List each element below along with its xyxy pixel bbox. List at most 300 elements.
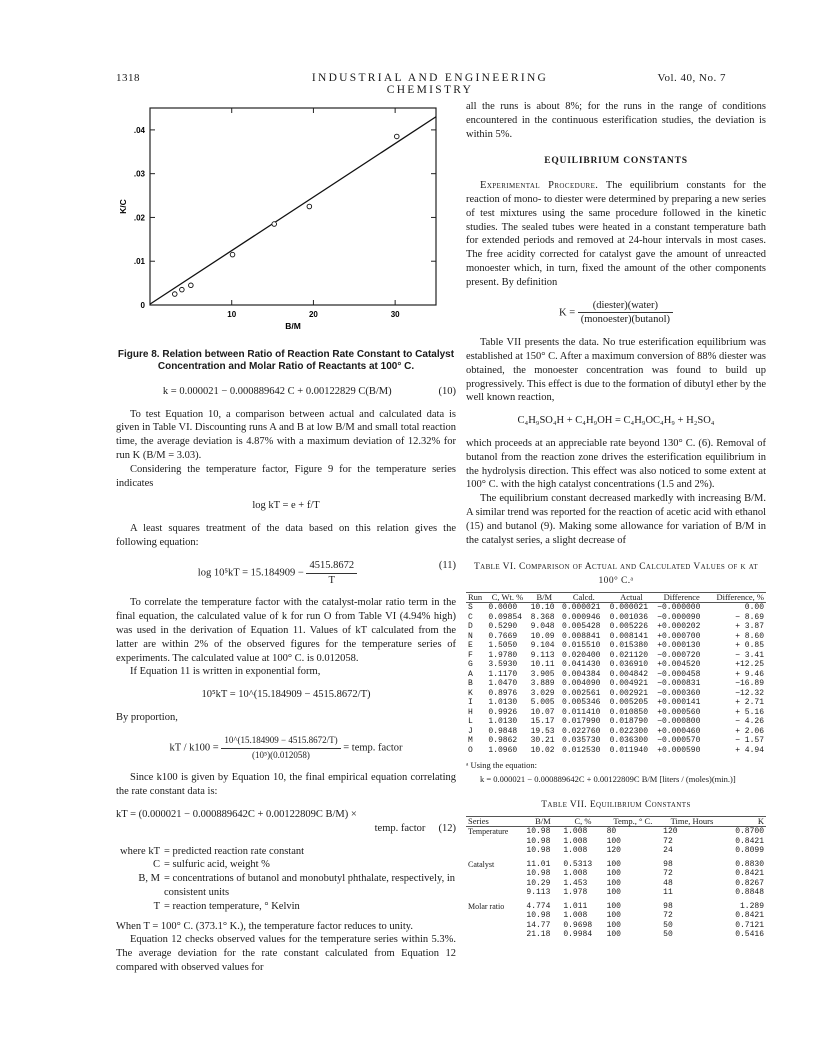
variable-definition-row [116,900,456,914]
table-cell: 4.774 [526,901,551,911]
table-cell: −0.000720 [657,650,701,660]
table-cell: 9.113 [526,888,551,898]
table-cell: 0.7669 [488,631,518,641]
equation-k-numerator: (diester)(water) [578,299,673,314]
table-cell: 0.018790 [609,717,649,727]
table-cell: 0.015380 [609,641,649,651]
paragraph-proportion: By proportion, [116,711,178,723]
table-row [466,921,766,931]
table-cell: +0.000560 [657,707,701,717]
table-cell: 1.0470 [488,679,518,689]
paragraph-unity: When T = 100° C. (373.1° K.), the temperature factor reduces to unity. [116,920,413,932]
table-cell: 0.036300 [609,736,649,746]
volume-issue: Vol. 40, No. 7 [657,72,726,84]
table-cell: 120 [606,846,621,856]
table-row [466,888,766,900]
table-header-cell: B/M [536,591,553,602]
table-cell: I [468,698,473,708]
variable-definition-row [116,845,456,859]
table-vi-body [466,603,766,756]
table-cell: +0.000590 [657,745,701,755]
table-cell: 50 [663,930,673,940]
table-cell: M [468,736,473,746]
table-row [466,846,766,858]
table-cell: 9.104 [530,641,555,651]
table-cell: G [468,660,473,670]
left-column [116,100,456,975]
table-cell: −12.32 [735,688,764,698]
table-cell: 10.98 [526,836,551,846]
table-cell: 0.8830 [735,859,764,869]
table-vii [466,799,766,940]
equation-k-fraction [578,299,673,328]
table-cell: 1.0130 [488,717,518,727]
equation-proportion-denominator: (10⁵)(0.012058) [252,749,310,760]
table-cell: Temperature [468,827,509,837]
data-point [272,222,277,227]
table-cell: F [468,650,473,660]
table-cell: 0.8976 [488,688,518,698]
variable-definition-row [116,872,456,900]
table-cell: 0.09854 [488,612,522,622]
table-cell: 0.000946 [562,612,601,622]
y-axis-label: K/C [118,199,128,214]
table-header-cell: Difference, % [716,591,764,602]
table-row [466,622,766,632]
table-cell: 10.98 [526,911,551,921]
table-row [466,746,766,756]
table-cell: E [468,641,473,651]
table-cell: 0.8421 [735,836,764,846]
table-cell: 1.008 [563,869,588,879]
paragraph-continued: all the runs is about 8%; for the runs in the range of conditions encountered in the continuous esterification studies, the deviation is within 5%. [466,101,766,140]
table-row [466,689,766,699]
table-cell: 72 [663,911,673,921]
table-header-cell: Calcd. [572,591,595,602]
table-cell: 3.029 [530,688,555,698]
table-cell: 0.011410 [562,707,601,717]
table-cell: N [468,631,473,641]
table-row [466,827,766,837]
table-cell: +0.000202 [657,622,701,632]
table-cell: 0.004384 [562,669,601,679]
table-cell: 1.008 [563,827,588,837]
table-cell: 1.978 [563,888,588,898]
table-cell: 10.29 [526,878,551,888]
data-point [172,292,177,297]
table-cell: 3.889 [530,679,555,689]
table-cell: Molar ratio [468,901,505,911]
variable-symbol: B, M [138,873,160,885]
table-cell: C [468,612,473,622]
table-cell: + 5.16 [735,707,764,717]
paragraph-final-equation: Since k100 is given by Equation 10, the final empirical equation correlating the rate constant data is: [116,772,456,798]
equation-12-text: kT = (0.000021 − 0.000889642C + 0.00122809C B/M) × [116,808,357,820]
table-cell: 1.008 [563,911,588,921]
table-cell: 1.5050 [488,641,518,651]
table-cell: + 9.46 [735,669,764,679]
table-cell: 0.022760 [562,726,601,736]
table-cell [466,846,524,858]
table-cell: 10.10 [530,603,555,613]
table-cell: 0.015510 [562,641,601,651]
table-cell: 80 [606,827,617,837]
table-vi-footnote [466,759,766,787]
table-cell: S [468,603,473,613]
table-cell: 1.0130 [488,698,518,708]
table-header-cell: Temp., ° C. [613,815,653,826]
table-cell: 0.012530 [562,745,601,755]
table-header-cell: K [757,815,764,826]
section-heading-equilibrium: EQUILIBRIUM CONSTANTS [544,156,688,167]
table-cell: K [468,688,473,698]
table-row [466,930,766,940]
table-vii-body [466,827,766,940]
table-cell: L [468,717,473,727]
table-cell: 0.001036 [609,612,649,622]
table-row [466,717,766,727]
table-cell: 98 [663,859,673,869]
table-header-cell: Time, Hours [670,815,714,826]
table-cell: 0.004921 [609,679,649,689]
table-cell: 0.036910 [609,660,649,670]
equation-10 [116,385,456,399]
table-row [466,837,766,847]
table-row [466,613,766,623]
table-cell: 10.09 [530,631,555,641]
equation-10-number: (10) [438,385,456,397]
table-row [466,708,766,718]
table-cell: 100 [606,878,621,888]
variable-definition: = sulfuric acid, weight % [164,859,270,871]
table-cell: −16.89 [735,679,764,689]
table-cell: 0.035730 [562,736,601,746]
table-row [466,603,766,613]
table-cell: +0.000130 [657,641,701,651]
table-cell: 1.011 [563,901,588,911]
table-cell: 0.005205 [609,698,649,708]
y-tick-label: .03 [133,169,145,179]
paragraph-eq12-checks: Equation 12 checks observed values for the temperature series within 5.3%. The average deviation for the rate constant calculated from Equation 12 compared with observed values for [116,934,456,973]
table-cell: 0.005428 [562,622,601,632]
table-cell: 100 [606,836,621,846]
table-cell: 72 [663,836,673,846]
table-cell: 11 [663,888,673,898]
right-column [466,100,766,940]
table-cell: 48 [663,878,673,888]
table-cell: 100 [606,920,621,930]
table-cell: + 8.60 [735,631,764,641]
table-cell [466,837,524,847]
table-cell: 0.002561 [562,688,601,698]
table-cell: O [468,745,473,755]
table-header-cell: Series [468,815,489,826]
table-cell: 0.7121 [735,920,764,930]
paragraph-reaction-rate: which proceeds at an appreciable rate beyond 130° C. (6). Removal of butanol from the reaction zone drives the esterification equilibrium in the hydrolysis direction. This effect was also noticed to some extent at 100° C. with the high catalyst concentrations (1.5 and 2%). [466,437,766,491]
equation-12-number: (12) [438,822,456,834]
table-row [466,869,766,879]
table-cell: 0.020400 [562,650,601,660]
table-cell [466,930,524,940]
table-cell: 0.004842 [609,669,649,679]
equation-11-denominator: T [328,574,335,586]
table-cell: 100 [606,888,621,898]
table-cell [466,921,524,931]
table-cell: 100 [606,901,621,911]
table-cell: 3.5930 [488,660,518,670]
table-cell: 1.0960 [488,745,518,755]
table-cell: 11.01 [526,859,551,869]
table-cell: + 2.71 [735,698,764,708]
y-tick-label: .02 [133,213,145,223]
table-cell: 50 [663,920,673,930]
table-cell: 0.9848 [488,726,518,736]
table-cell: 0.9862 [488,736,518,746]
table-cell [466,888,524,900]
footnote-label: ᵃ Using the equation: [466,760,538,771]
table-cell: 100 [606,911,621,921]
table-row [466,879,766,889]
table-vii-grid [466,816,766,940]
paragraph-experimental-text: The equilibrium constants for the reaction of mono- to diester were determined by preparing a new series of test mixtures using the same procedure followed in the kinetic studies. The sealed tubes were heated in a constant temperature bath for extended periods and removed at 24-hour intervals in most cases. The free acidity corrected for catalyst gave the amount of unreacted monoester which, in turn, fixed the amount of the other components present. By definition [466,180,766,288]
table-header-cell: C, Wt. % [491,591,524,602]
table-cell: 100 [606,930,621,940]
y-tick-label: .01 [133,257,145,267]
journal-title: INDUSTRIAL AND ENGINEERING CHEMISTRY [311,72,549,96]
equation-proportion-left: kT / k100 = [169,742,219,754]
table-cell: − 1.57 [735,736,764,746]
equation-11-left: log 10⁵kT = 15.184909 − [197,567,304,579]
table-cell: 1.289 [739,901,764,911]
equation-11 [116,559,456,588]
table-row [466,632,766,642]
table-cell: 0.5416 [735,930,764,940]
equation-proportion-right: = temp. factor [343,742,403,754]
data-point [230,252,235,257]
table-cell: 1.1170 [488,669,518,679]
table-row [466,651,766,661]
variable-symbol: T [153,900,160,912]
table-header-cell: Difference [663,591,700,602]
table-cell: 0.008141 [609,631,649,641]
table-cell: +0.000700 [657,631,701,641]
table-cell: Catalyst [468,859,495,869]
table-cell: −0.000000 [657,603,701,613]
equation-exponential: 10⁵kT = 10^(15.184909 − 4515.8672/T) [201,689,371,701]
table-cell: 10.11 [530,660,555,670]
equation-11-number: (11) [438,559,456,571]
variable-definition: = concentrations of butanol and monobutyl phthalate, respectively, in consistent units [164,873,455,898]
equation-k-left: K = [559,307,576,319]
table-cell: +0.000460 [657,726,701,736]
table-cell: 100 [606,859,621,869]
table-cell: 1.453 [563,878,588,888]
table-row [466,698,766,708]
table-cell: 21.18 [526,930,551,940]
equation-12 [116,808,456,836]
run-in-heading: Experimental Procedure. [480,180,599,192]
table-vi-title: Table VI. Comparison of Actual and Calculated Values of k at 100° C.ᵃ [473,562,759,587]
table-row [466,641,766,651]
table-cell: H [468,707,473,717]
table-cell: −0.000800 [657,717,701,727]
table-cell: −0.000570 [657,736,701,746]
x-tick-label: 30 [390,310,400,319]
table-cell: 120 [663,827,678,837]
equation-log-kt: log kT = e + f/T [252,500,320,512]
equation-10-text: k = 0.000021 − 0.000889642 C + 0.00122829 C(B/M) [162,385,392,397]
paragraph-exponential: If Equation 11 is written in exponential form, [130,666,321,678]
equation-proportion [116,734,456,763]
table-cell: 1.008 [563,846,588,856]
table-cell: 0.017990 [562,717,601,727]
figure-8-caption: Figure 8. Relation between Ratio of Reaction Rate Constant to Catalyst Concentration and Molar Ratio of Reactants at 100° C. [117,348,455,372]
table-cell: 0.005226 [609,622,649,632]
equation-11-fraction [306,559,357,588]
table-cell: 0.9698 [563,920,593,930]
table-cell: 10.98 [526,846,551,856]
table-cell: + 2.06 [735,726,764,736]
table-cell: −0.000090 [657,612,701,622]
table-cell: + 0.85 [735,641,764,651]
equation-k-denominator: (monoester)(butanol) [580,314,670,326]
footnote-equation: k = 0.000021 − 0.000889642C + 0.00122809C B/M [liters / (moles)(min.)] [480,774,736,785]
table-cell: +12.25 [735,660,764,670]
table-cell: 19.53 [530,726,555,736]
page-number: 1318 [116,72,140,84]
table-cell: 0.8267 [735,878,764,888]
equation-reaction: C₄H₉SO₄H + C₄H₉OH = C₄H₉OC₄H₉ + H₂SO₄ [517,415,715,427]
table-cell: + 4.94 [735,745,764,755]
table-row [466,670,766,680]
table-cell: 72 [663,869,673,879]
table-cell: 0.9926 [488,707,518,717]
table-row [466,858,766,870]
y-tick-label: .04 [133,125,145,135]
table-cell: −0.000458 [657,669,701,679]
paragraph-equilibrium-decrease: The equilibrium constant decreased markedly with increasing B/M. A similar trend was reported for the reaction of acetic acid with ethanol (15) and butanol (9). Making some allowance for variation of B/M in the catalyst series, a slight decrease of [466,493,766,546]
table-cell: 0.004090 [562,679,601,689]
table-header-cell: Actual [620,591,643,602]
fit-line [150,117,436,304]
table-cell: 0.9984 [563,930,593,940]
table-row [466,911,766,921]
table-cell: 0.022300 [609,726,649,736]
table-cell: 0.021120 [609,650,649,660]
table-cell: + 3.87 [735,622,764,632]
table-cell: 0.8099 [735,846,764,856]
table-cell: 0.010850 [609,707,649,717]
table-cell: 30.21 [530,736,555,746]
data-point [180,287,185,292]
table-cell: 0.5313 [563,859,593,869]
table-row [466,679,766,689]
table-cell: B [468,679,473,689]
table-row [466,660,766,670]
figure-8-chart [116,100,456,340]
equation-11-numerator: 4515.8672 [306,559,357,574]
x-axis-label: B/M [285,321,301,331]
table-cell: 98 [663,901,673,911]
table-cell: 0.8421 [735,869,764,879]
table-cell: 0.5290 [488,622,518,632]
paragraph-experimental-procedure [466,179,766,289]
table-header-cell: B/M [535,815,551,826]
equation-12-tail: temp. factor [374,822,426,834]
table-cell: 0.00 [744,603,764,613]
variable-definition-row [116,858,456,872]
table-cell: 0.008841 [562,631,601,641]
table-cell: 14.77 [526,920,551,930]
table-cell: 0.000021 [562,603,601,613]
table-cell: 0.002921 [609,688,649,698]
table-cell: 0.8848 [735,888,764,898]
equation-proportion-fraction [221,734,340,763]
table-vi-header-row [466,592,766,603]
origin-label: 0 [140,301,145,310]
paragraph-test-eq10: To test Equation 10, a comparison between actual and calculated data is given in Table VI. Discounting runs A and B at low B/M and small total reaction time, the average deviation is 4.87% with a maximum deviation of 12.32% for run K (B/M = 3.03). [116,408,456,461]
table-cell: 15.17 [530,717,555,727]
table-cell: 1.9780 [488,650,518,660]
variable-symbol: C [152,859,160,871]
table-cell [466,911,524,921]
table-cell: 0.041430 [562,660,601,670]
table-header-cell: Run [468,591,483,602]
variable-definitions [116,845,456,914]
table-cell: −0.000360 [657,688,701,698]
table-cell: 0.005346 [562,698,601,708]
table-cell: − 8.69 [735,612,764,622]
table-cell: 0.0000 [488,603,518,613]
data-point [394,134,399,139]
equation-k-definition [466,299,766,328]
x-tick-label: 10 [227,310,237,319]
table-vii-title: Table VII. Equilibrium Constants [541,800,691,810]
table-cell: 0.000021 [609,603,649,613]
paragraph-temperature-factor: Considering the temperature factor, Figure 9 for the temperature series indicates [116,463,456,489]
table-cell: 0.8700 [735,827,764,837]
table-cell: 1.008 [563,836,588,846]
table-cell: 0.011940 [609,745,649,755]
table-vi [466,561,766,787]
table-cell: J [468,726,473,736]
table-cell: 8.368 [530,612,555,622]
table-cell: 10.02 [530,745,555,755]
table-row [466,736,766,746]
x-tick-label: 20 [308,310,318,319]
table-vi-grid [466,592,766,756]
table-cell: 5.005 [530,698,555,708]
table-cell: A [468,669,473,679]
equation-12-tail-row [116,822,456,836]
table-cell: 9.048 [530,622,555,632]
table-cell: 3.905 [530,669,555,679]
table-row [466,900,766,912]
equation-proportion-numerator: 10^(15.184909 − 4515.8672/T) [221,734,340,749]
table-cell: 10.98 [526,869,551,879]
table-cell: 10.07 [530,707,555,717]
table-cell: − 4.26 [735,717,764,727]
table-cell: D [468,622,473,632]
table-cell: 10.98 [526,827,551,837]
table-cell [466,879,524,889]
table-cell: +0.000141 [657,698,701,708]
table-header-cell: C, % [574,815,592,826]
table-vii-header-row [466,816,766,827]
variable-definition: = predicted reaction rate constant [164,845,305,857]
paragraph-table-vii: Table VII presents the data. No true esterification equilibrium was established at 150° C. After a maximum conversion of 88% diester was obtained, the monoester concentration was found to build up progressively. This effect is due to the formation of dibutyl ether by the well known reaction, [466,337,766,404]
table-cell: +0.004520 [657,660,701,670]
